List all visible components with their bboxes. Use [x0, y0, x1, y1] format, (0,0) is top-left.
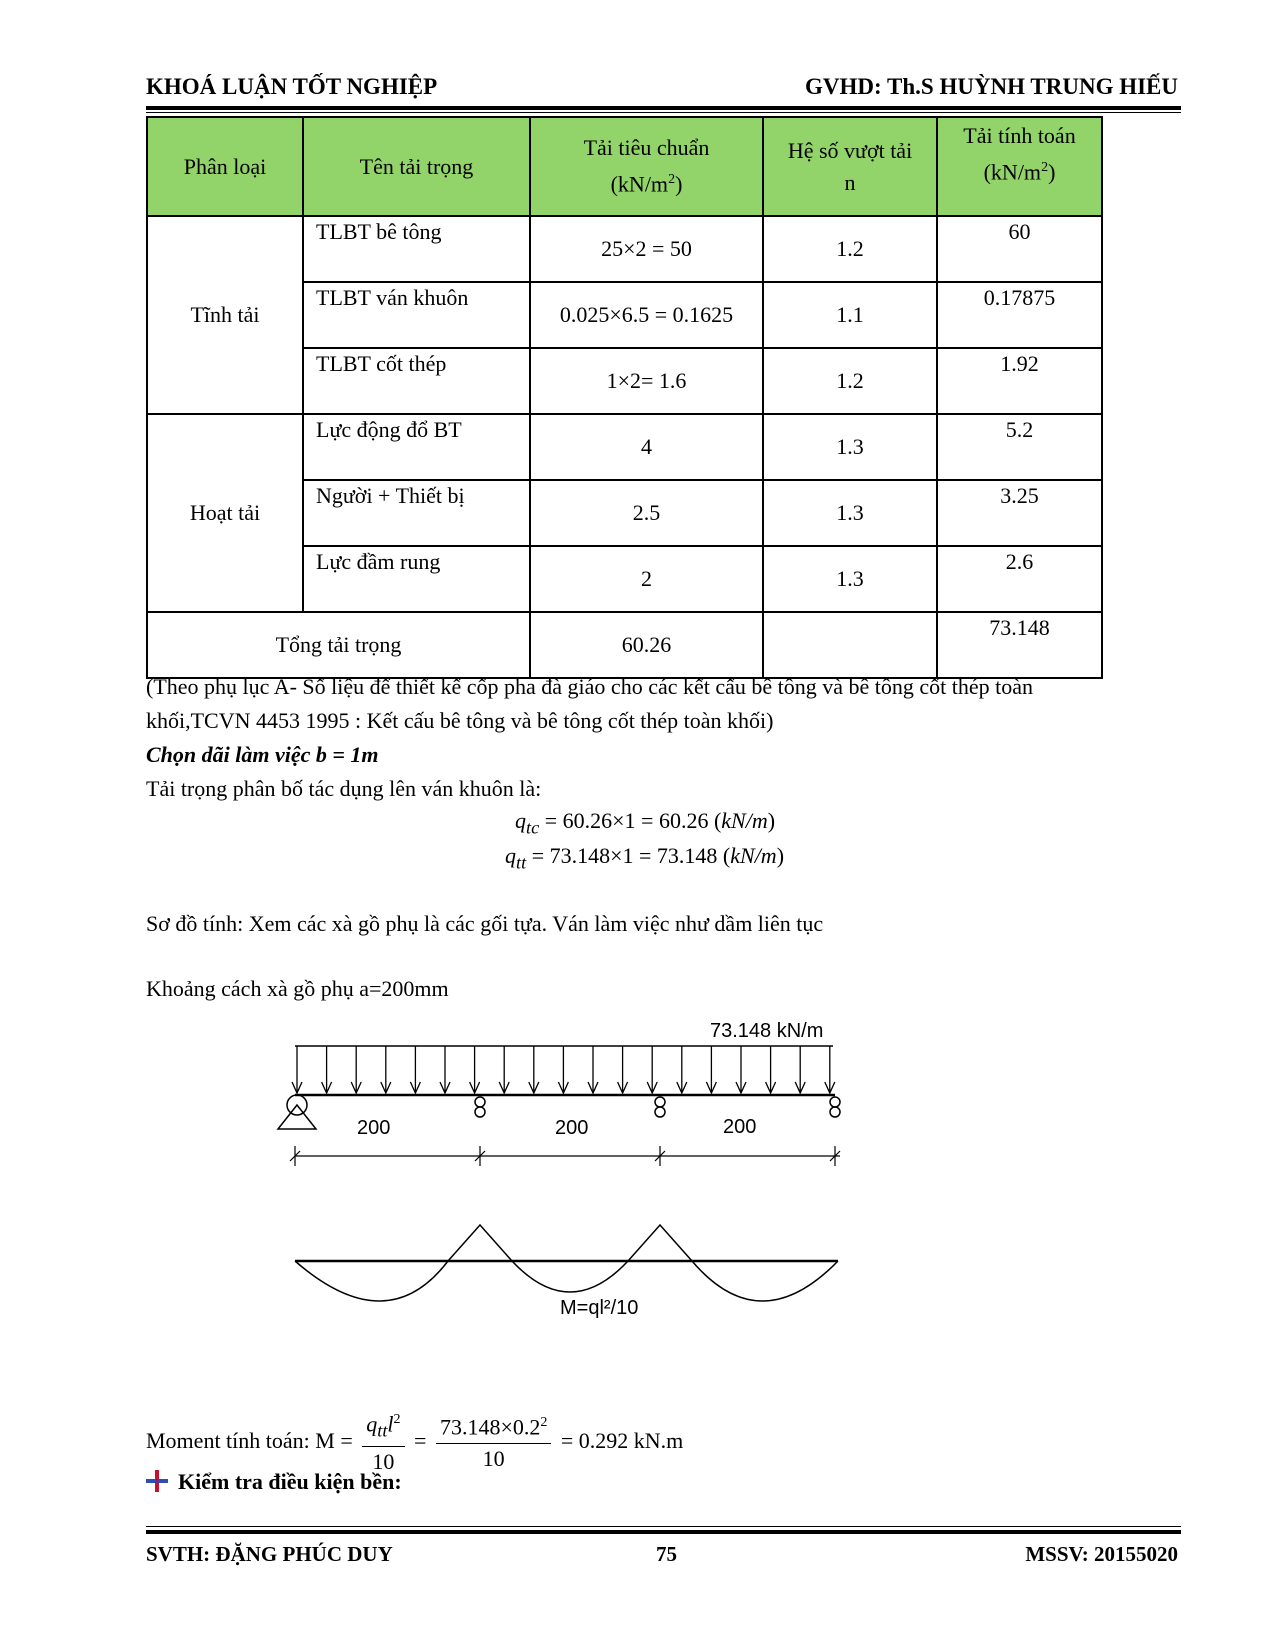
qtt-equation: $q_{tt} = 73.148\times 1 = 73.148$ (kN/m) — [505, 843, 785, 873]
th-load-name: Tên tải trọng — [303, 117, 530, 216]
row-factor: 1.1 — [763, 282, 937, 348]
row-design: 0.17875 — [937, 282, 1102, 348]
load-table — [146, 116, 1103, 679]
row-design: 1.92 — [937, 348, 1102, 414]
row-standard: 25×2 = 50 — [530, 216, 763, 282]
row-factor: 1.2 — [763, 216, 937, 282]
moment-formula: M=ql²/10 — [560, 1297, 639, 1319]
calc-scheme-text: Sơ đồ tính: Xem các xà gồ phụ là các gối tựa. Ván làm việc như dầm liên tục — [146, 911, 824, 936]
total-label: Tổng tải trọng — [147, 612, 530, 678]
row-standard: 0.025×6.5 = 0.1625 — [530, 282, 763, 348]
reference-line-1: (Theo phụ lục A- Số liệu để thiết kế cốp pha đà giáo cho các kết cấu bê tông và bê tông cốt thép toàn — [146, 674, 1034, 699]
load-label: 73.148 kN/m — [710, 1020, 824, 1042]
moment-equation: Moment tính toán: M = $\frac{q_{tt}l^2}{10}$ = $\frac{73.148\times 0.2^2}{10}$ = 0.292 kN.m — [146, 1405, 683, 1477]
reference-line-2: khối,TCVN 4453 1995 : Kết cấu bê tông và bê tông cốt thép toàn khối) — [146, 708, 774, 733]
qtc-equation: $q_{tc} = 60.26\times 1 = 60.26$ (kN/m) — [515, 808, 776, 838]
row-name: Lực đầm rung — [303, 546, 530, 612]
table-total-row — [147, 612, 1102, 678]
spacing-text: Khoảng cách xà gồ phụ a=200mm — [146, 976, 449, 1001]
table-row — [147, 414, 1102, 480]
page-footer — [146, 1542, 1178, 1572]
row-name: Lực động đổ BT — [303, 414, 530, 480]
header-thesis-title: KHOÁ LUẬN TỐT NGHIỆP — [146, 74, 438, 99]
footer-rule-thin — [146, 1526, 1181, 1527]
span-3-label: 200 — [723, 1116, 757, 1138]
strength-check-heading: Kiểm tra điều kiện bền: — [146, 1465, 402, 1499]
row-design: 2.6 — [937, 546, 1102, 612]
row-name: Người + Thiết bị — [303, 480, 530, 546]
row-factor: 1.3 — [763, 546, 937, 612]
moment-curve — [295, 1225, 838, 1301]
load-arrows — [292, 1046, 835, 1093]
header-rule-thick — [146, 106, 1181, 110]
footer-student-id: MSSV: 20155020 — [1025, 1542, 1178, 1566]
row-factor: 1.3 — [763, 480, 937, 546]
row-design: 60 — [937, 216, 1102, 282]
row-standard: 4 — [530, 414, 763, 480]
th-standard-load: Tải tiêu chuẩn $(kN/m^2)$ — [530, 117, 763, 216]
footer-student: SVTH: ĐẶNG PHÚC DUY — [146, 1542, 393, 1566]
row-design: 3.25 — [937, 480, 1102, 546]
table-header-row — [147, 117, 1102, 216]
bullet-cross-icon — [146, 1470, 168, 1492]
dimension-line — [290, 1146, 840, 1166]
beam-diagram — [270, 1010, 850, 1320]
th-classification: Phân loại — [147, 117, 303, 216]
footer-rule-thick — [146, 1530, 1181, 1534]
span-2-label: 200 — [555, 1117, 589, 1139]
total-design: 73.148 — [937, 612, 1102, 678]
row-name: TLBT bê tông — [303, 216, 530, 282]
row-factor: 1.2 — [763, 348, 937, 414]
page-header — [146, 74, 1178, 104]
fraction-2: $\frac{73.148\times 0.2^2}{10}$ — [436, 1408, 551, 1473]
table-row — [147, 216, 1102, 282]
page-number: 75 — [656, 1542, 677, 1566]
row-name: TLBT ván khuôn — [303, 282, 530, 348]
total-factor — [763, 612, 937, 678]
header-rule-thin — [146, 112, 1181, 113]
distributed-load-text: Tải trọng phân bố tác dụng lên ván khuôn là: — [146, 776, 542, 801]
roller-supports — [475, 1097, 840, 1117]
th-load-factor: Hệ số vượt tải n — [763, 117, 937, 216]
fraction-1: $\frac{q_{tt}l^2}{10}$ — [362, 1405, 404, 1477]
group-live-load: Hoạt tải — [147, 414, 303, 612]
th-design-load: Tải tính toán $(kN/m^2)$ — [937, 117, 1102, 216]
row-name: TLBT cốt thép — [303, 348, 530, 414]
row-design: 5.2 — [937, 414, 1102, 480]
group-dead-load: Tĩnh tải — [147, 216, 303, 414]
header-advisor: GVHD: Th.S HUỲNH TRUNG HIẾU — [805, 74, 1178, 99]
row-standard: 2 — [530, 546, 763, 612]
row-standard: 2.5 — [530, 480, 763, 546]
row-standard: 1×2= 1.6 — [530, 348, 763, 414]
row-factor: 1.3 — [763, 414, 937, 480]
total-standard: 60.26 — [530, 612, 763, 678]
span-1-label: 200 — [357, 1117, 391, 1139]
choose-strip: Chọn dãi làm việc b = 1m — [146, 742, 379, 767]
